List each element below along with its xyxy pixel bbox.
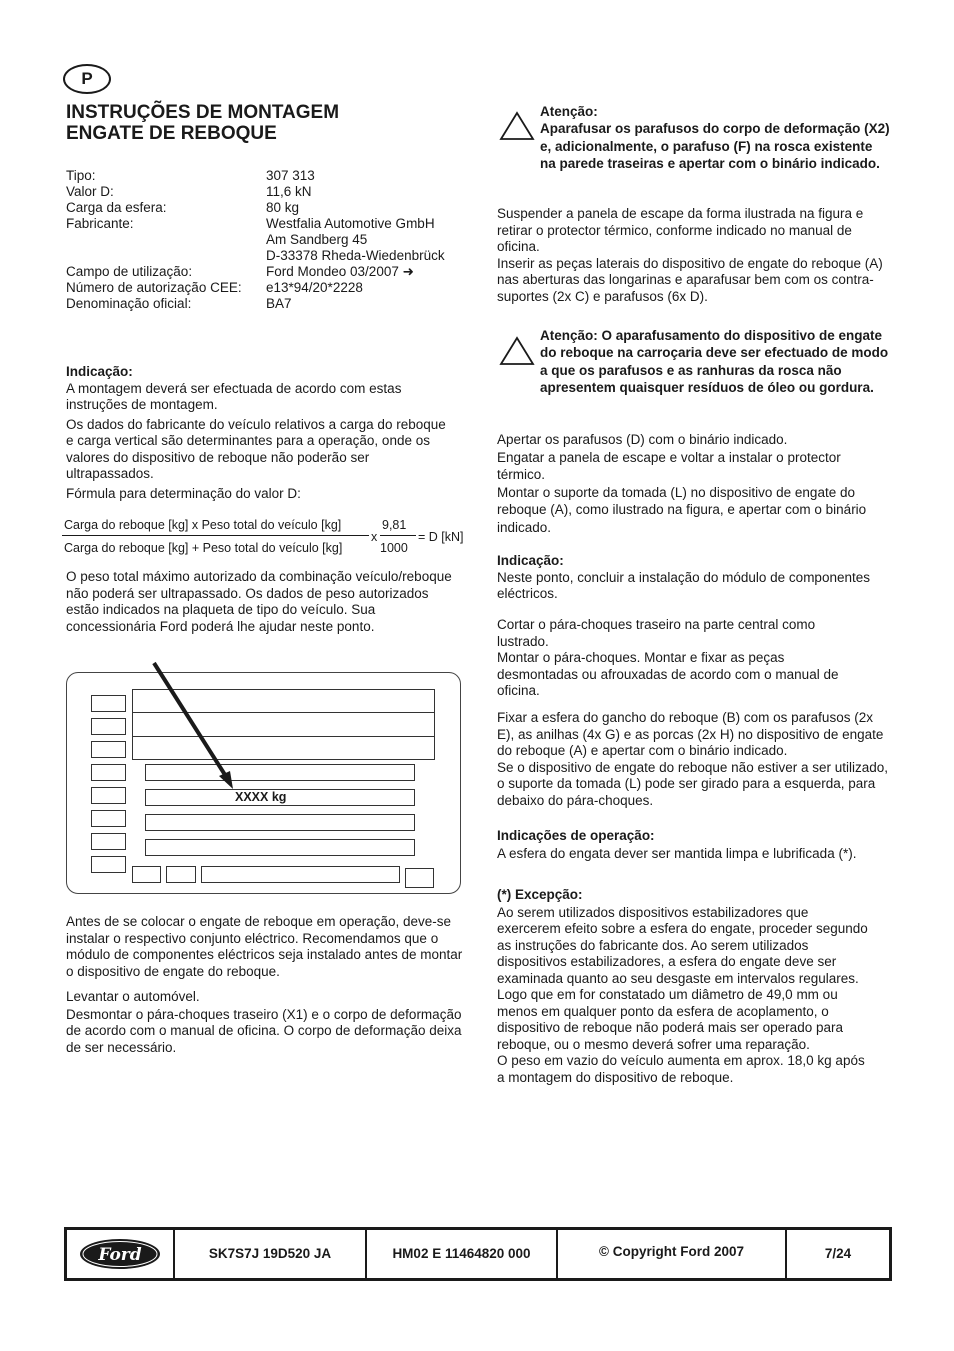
paragraph: Apertar os parafusos (D) com o binário indicado. [497, 432, 788, 447]
spec-value: e13*94/20*2228 [266, 280, 363, 295]
warning-icon [499, 111, 535, 141]
spec-key: Tipo: [66, 168, 96, 183]
footer-copyright: © Copyright Ford 2007 [558, 1230, 787, 1278]
spec-table [66, 168, 445, 312]
right-column-block-6 [497, 827, 892, 863]
spec-key: Valor D: [66, 184, 114, 199]
left-column-mid [66, 569, 464, 638]
ford-logo-text: Ford [98, 1245, 142, 1265]
spec-row [66, 232, 445, 248]
paragraph: Inserir as peças laterais do dispositivo de engate do reboque (A) nas aberturas das longarinas e aparafusar bem com os contra-suportes (2x C) e parafusos (6x D). [497, 255, 883, 304]
pointer-arrow-icon [67, 659, 462, 899]
indicacao-heading: Indicação: [497, 553, 564, 568]
paragraph: Antes de se colocar o engate de reboque em operação, deve-se instalar o respectivo conjunto eléctrico. Recomendamos que o módulo de componentes eléctricos seja instalado antes de montar o dispositivo de engate do reboque. [66, 914, 463, 979]
right-column-block-5 [497, 710, 889, 809]
paragraph: Suspender a panela de escape da forma ilustrada na figura e retirar o protector térmico, conforme indicado no manual de oficina. [497, 206, 864, 254]
left-column-top [66, 364, 446, 505]
spec-value: 307 313 [266, 168, 315, 183]
right-column-block-3 [497, 553, 872, 603]
formula-times: x [371, 530, 378, 544]
paragraph: O peso em vazio do veículo aumenta em aprox. 18,0 kg após a montagem do dispositivo de reboque. [497, 1053, 865, 1085]
fraction-line [380, 535, 416, 536]
spec-key: Denominação oficial: [66, 296, 192, 311]
paragraph: Fixar a esfera do gancho do reboque (B) com os parafusos (2x E), as anilhas (4x G) e as porcas (2x H) no dispositivo de engate do reboque (A) e apertar com o binário indicado. [497, 710, 884, 758]
warning-heading: Atenção: [540, 104, 598, 119]
ford-logo-icon [78, 1237, 162, 1271]
paragraph: Montar o pára-choques. Montar e fixar as peças desmontadas ou afrouxadas de acordo com o manual de oficina. [497, 650, 839, 698]
spec-key: Carga da esfera: [66, 200, 167, 215]
spec-row [66, 280, 445, 296]
spec-key: Campo de utilização: [66, 264, 193, 279]
warning-2 [540, 327, 892, 396]
spec-value: BA7 [266, 296, 292, 311]
warning-1 [540, 103, 890, 172]
paragraph: Os dados do fabricante do veículo relativos a carga do reboque e carga vertical são determinantes para a operação, onde os valores do dispositivo de reboque não poderão ser ultrapassados. [66, 416, 446, 481]
spec-row [66, 296, 445, 312]
paragraph: Engatar a panela de escape e voltar a instalar o protector térmico. [497, 449, 841, 482]
paragraph: Ao serem utilizados dispositivos estabilizadores que exercerem efeito sobre a esfera do engate, proceder segundo as instruções do fabricante dos. Ao serem utilizados dispositivos estabilizadores, a esfera do engate deve ser examinada quanto ao seu desgaste em intervalos regulares. [497, 904, 868, 986]
spec-value: Ford Mondeo 03/2007 ➜ [266, 264, 414, 279]
spec-row [66, 248, 445, 264]
paragraph: Logo que em for constatado um diâmetro de 49,0 mm ou menos em qualquer ponto da esfera de acoplamento, o dispositivo de reboque não poderá mais ser operado para reboque, ou o mesmo deverá sofrer uma reparação. [497, 987, 843, 1052]
formula-factor-numerator: 9,81 [382, 518, 407, 532]
right-column-block-2 [497, 431, 892, 536]
paragraph: Neste ponto, concluir a instalação do módulo de componentes eléctricos. [497, 569, 870, 601]
formula-result: = D [kN] [418, 530, 464, 544]
spec-row [66, 168, 445, 184]
language-badge: P [63, 64, 111, 94]
fraction-line [62, 535, 369, 536]
paragraph: Levantar o automóvel. [66, 989, 200, 1004]
left-column-bottom [66, 914, 466, 1059]
type-plate-illustration [66, 672, 461, 894]
spec-value: D-33378 Rheda-Wiedenbrück [266, 248, 445, 263]
warning-icon [499, 336, 535, 366]
formula-denominator: Carga do reboque [kg] + Peso total do veículo [kg] [64, 541, 343, 555]
warning-text: Aparafusar os parafusos do corpo de deformação (X2) e, adicionalmente, o parafuso (F) na rosca existente na parede traseiras e apertar com o binário indicado. [540, 121, 890, 171]
page-title [66, 102, 339, 144]
paragraph: Cortar o pára-choques traseiro na parte central como lustrado. [497, 617, 816, 649]
formula-numerator: Carga do reboque [kg] x Peso total do veículo [kg] [64, 518, 342, 532]
paragraph: O peso total máximo autorizado da combinação veículo/reboque não poderá ser ultrapassado. Os dados de peso autorizados estão indicados na plaqueta de tipo do veículo. Sua concessionária Ford poderá lhe ajudar neste ponto. [66, 569, 452, 634]
paragraph: A montagem deverá ser efectuada de acordo com estas instruções de montagem. [66, 380, 402, 412]
spec-row [66, 216, 445, 232]
footer-page-number: 7/24 [824, 1245, 852, 1261]
exception-heading: (*) Excepção: [497, 887, 583, 902]
right-column-block-1 [497, 206, 892, 305]
spec-value: Westfalia Automotive GmbH [266, 216, 435, 231]
indicacao-heading: Indicação: [66, 364, 133, 379]
footer-logo-cell [67, 1230, 175, 1278]
paragraph: Montar o suporte da tomada (L) no dispositivo de engate do reboque (A), como ilustrado na figura, e apertar com o binário indicado. [497, 484, 867, 535]
footer [64, 1227, 892, 1281]
spec-key [66, 232, 266, 248]
spec-value: 80 kg [266, 200, 300, 215]
spec-value: Am Sandberg 45 [266, 232, 368, 247]
paragraph: Fórmula para determinação do valor D: [66, 485, 301, 501]
title-line-2: ENGATE DE REBOQUE [66, 123, 277, 144]
spec-row [66, 264, 445, 280]
footer-code: SK7S7J 19D520 JA [175, 1230, 367, 1278]
right-column-block-4 [497, 617, 867, 700]
d-value-formula [62, 516, 472, 560]
paragraph: Desmontar o pára-choques traseiro (X1) e o corpo de deformação de acordo com o manual de oficina. O corpo de deformação deixa de ser necessário. [66, 1006, 462, 1055]
formula-factor-denominator: 1000 [380, 541, 408, 555]
operation-heading: Indicações de operação: [497, 828, 655, 843]
trailer-load-label: XXXX kg [235, 790, 287, 804]
spec-key: Fabricante: [66, 216, 134, 231]
paragraph: Se o dispositivo de engate do reboque não estiver a ser utilizado, o suporte da tomada (L) pode ser girado para a esquerda, para debaixo do pára-choques. [497, 759, 889, 808]
title-line-1: INSTRUÇÕES DE MONTAGEM [66, 102, 340, 123]
spec-key [66, 248, 266, 264]
spec-row [66, 184, 445, 200]
spec-row [66, 200, 445, 216]
footer-doc-number: HM02 E 11464820 000 [367, 1230, 558, 1278]
spec-key: Número de autorização CEE: [66, 280, 242, 295]
warning-text: Atenção: O aparafusamento do dispositivo de engate do reboque na carroçaria deve ser efectuado de modo a que os parafusos e as ranhuras da rosca não apresentem quaisquer resíduos de óleo ou gordura. [540, 328, 889, 395]
right-column-block-7 [497, 887, 875, 1086]
spec-value: 11,6 kN [266, 184, 312, 199]
paragraph: A esfera do engata dever ser mantida limpa e lubrificada (*). [497, 846, 857, 861]
